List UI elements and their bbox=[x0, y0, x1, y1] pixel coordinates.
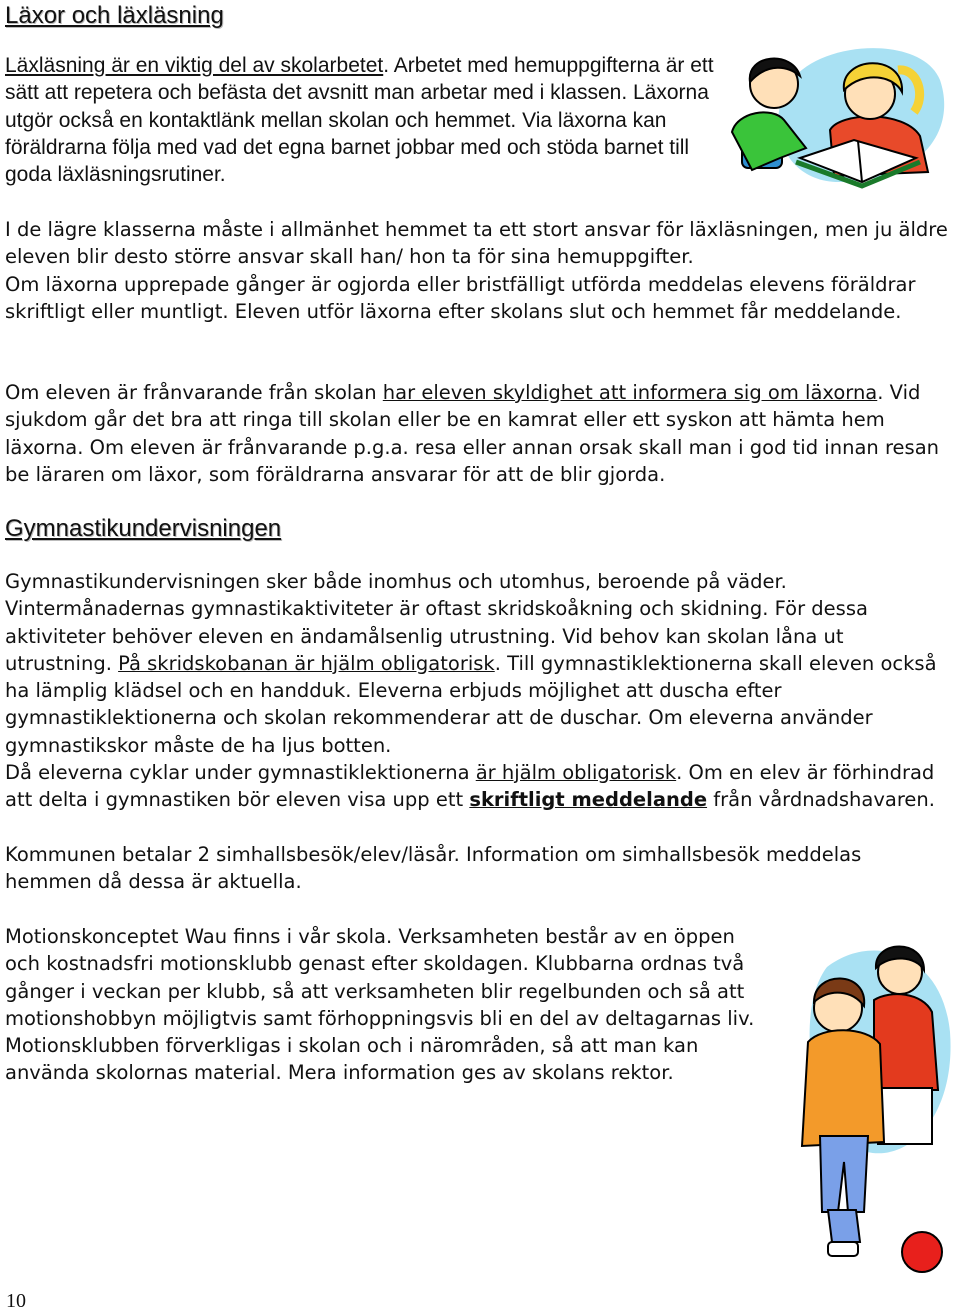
homework-paragraph-responsibility: I de lägre klasserna måste i allmänhet hemmet ta ett stort ansvar för läxläsningen, men ju äldre eleven blir desto större ansvar skall han/ hon ta för sina hemuppgifter. bbox=[5, 218, 948, 269]
homework-paragraph-absence bbox=[5, 379, 950, 488]
gym-p2-c: från vårdnadshavaren. bbox=[707, 788, 935, 812]
page-number: 10 bbox=[6, 1290, 26, 1312]
children-reading-illustration bbox=[722, 40, 952, 192]
homework-intro-lead: Läxläsning är en viktig del av skolarbetet bbox=[5, 54, 384, 77]
absence-underlined: har eleven skyldighet att informera sig om läxorna bbox=[382, 381, 878, 404]
gym-p1-underlined: På skridskobanan är hjälm obligatorisk bbox=[118, 651, 495, 675]
homework-paragraph-undone: Om läxorna upprepade gånger är ogjorda eller bristfälligt utförda meddelas elevens föräldrar skriftligt eller muntligt. Eleven utför läxorna efter skolans slut och hemmet får meddelande. bbox=[5, 273, 916, 324]
section-heading-homework: Läxor och läxläsning bbox=[5, 2, 224, 29]
gym-p1-b: . Till gymnastiklektionerna skall eleven också ha lämplig klädsel och en handduk. Eleverna erbjuds möjlighet att duscha efter gymnastiklektionerna och skolan rekommenderar att de duschar. Om eleverna använder gymnastikskor måste de ha ljus botten. bbox=[5, 651, 937, 757]
gym-p1-a: Gymnastikundervisningen sker både inomhus och utomhus, beroende på väder. Vintermånadernas gymnastikaktiviteter är oftast skridskoåkning och skidning. För dessa aktiviteter behöver eleven en ändamålsenlig utrustning. Vid behov kan skolan låna ut utrustning. bbox=[5, 570, 868, 675]
gym-p2-a: Då eleverna cyklar under gymnastiklektionerna bbox=[5, 761, 476, 784]
gym-p2-b: . Om en elev är förhindrad att delta i gymnastiken bör eleven visa upp ett bbox=[5, 761, 935, 812]
absence-text-b: . Vid sjukdom går det bra att ringa till skolan eller be en kamrat eller ett syskon att hämta hem läxorna. Om eleven är frånvarande p.g.a. resa eller annan orsak skall man i god tid innan resan be läraren om läxor, som föräldrarna ansvarar för att de blir gjorda. bbox=[5, 381, 940, 486]
gym-paragraph-cycling bbox=[5, 759, 950, 814]
homework-intro-paragraph bbox=[5, 52, 715, 188]
children-illustration bbox=[772, 912, 957, 1302]
homework-intro-rest: . Arbetet med hemuppgifterna är ett sätt att repetera och befästa det avsnitt man arbetar med i klassen. Läxorna utgör också en kontaktlänk mellan skolan och hemmet. Via läxorna kan föräldrarna följa med vad det egna barnet jobbar med och stöda barnet till goda läxläsningsrutiner. bbox=[5, 54, 714, 187]
gym-p2-bold-underlined: skriftligt meddelande bbox=[469, 788, 708, 812]
gym-paragraph-swimming: Kommunen betalar 2 simhallsbesök/elev/läsår. Information om simhallsbesök meddelas hemmen då dessa är aktuella. bbox=[5, 843, 862, 894]
gym-paragraph-wau: Motionskonceptet Wau finns i vår skola. Verksamheten består av en öppen och kostnadsfri motionsklubb genast efter skoldagen. Klubbarna ordnas två gånger i veckan per klubb, så att verksamheten blir regelbunden och så att motionshobbyn möjligtvis samt förhoppningsvis bli en del av deltagarnas liv. Motionsklubben förverkligas i skolan och i närområden, så att man kan använda skolornas material. Mera information ges av skolans rektor. bbox=[5, 925, 755, 1085]
gym-paragraph-equipment bbox=[5, 568, 950, 759]
section-heading-gym: Gymnastikundervisningen bbox=[5, 515, 282, 542]
gym-p2-underlined: är hjälm obligatorisk bbox=[475, 761, 677, 784]
absence-text-a: Om eleven är frånvarande från skolan bbox=[5, 381, 383, 404]
